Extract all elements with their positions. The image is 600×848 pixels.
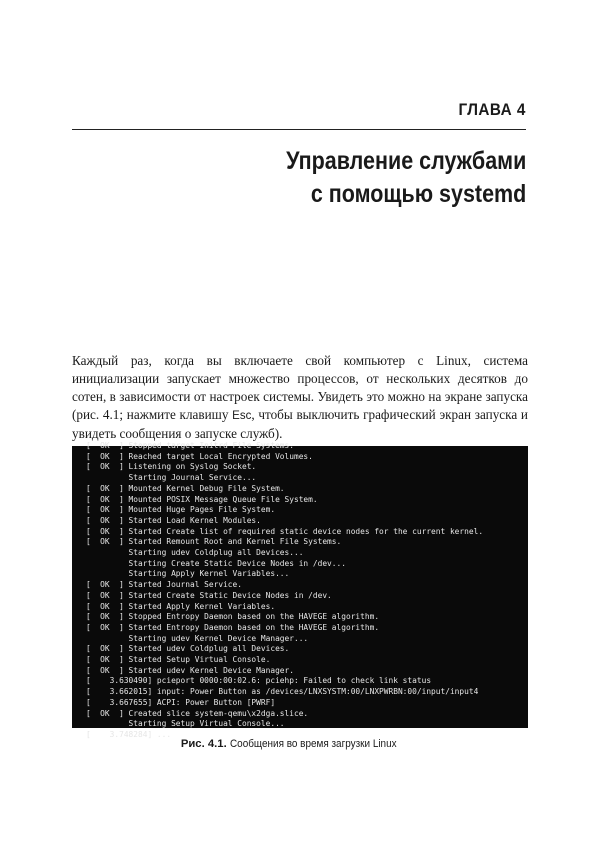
figure-caption [0,738,600,750]
chapter-label: ГЛАВА 4 [458,100,526,119]
terminal-line: [ OK ] Started udev Kernel Device Manager. [86,664,294,675]
terminal-line: [ OK ] Started Setup Virtual Console. [86,654,271,665]
caption-label: Рис. 4.1. [180,738,227,750]
terminal-line: Starting udev Coldplug all Devices... [86,547,304,558]
paragraph-text-1: Каждый раз, когда вы включаете свой компьютер с Linux, система инициализации запускает множество процессов, от нескольких десятков до сотен, в зависимости от настроек системы. Увидеть это можно на экране запуска (рис. 4.1; нажмите клавишу [72,353,528,423]
paragraph-text-2: , чтобы выключить графический экран запуска и увидеть сообщения о запуске служб). [72,407,528,442]
terminal-line: [ OK ] Stopped Entropy Daemon based on the HAVEGE algorithm. [86,611,380,622]
terminal-line: [ OK ] Listening on Syslog Socket. [86,461,257,472]
terminal-line: Starting Setup Virtual Console... [86,718,285,729]
terminal-line: Starting udev Kernel Device Manager... [86,632,309,643]
boot-screenshot [72,440,528,739]
caption-text: Сообщения во время загрузки Linux [229,738,397,750]
terminal-line: Starting Journal Service... [86,472,257,483]
terminal-line: [ OK ] Started Create Static Device Nodes in /dev. [86,589,332,600]
terminal-line: [ 3.630490] pcieport 0000:00:02.6: pciehp: Failed to check link status [86,675,432,686]
intro-paragraph [72,352,528,443]
terminal-line: [ 3.748284] ... [86,728,172,739]
terminal-line: Starting Create Static Device Nodes in /dev... [86,557,346,568]
terminal-line: [ OK ] Started Apply Kernel Variables. [86,600,276,611]
terminal-line: [ OK ] Mounted Huge Pages File System. [86,504,276,515]
terminal-line: [ 3.667655] ACPI: Power Button [PWRF] [86,696,276,707]
terminal-line: [ OK ] Started Remount Root and Kernel File Systems. [86,536,342,547]
chapter-rule [72,129,526,130]
terminal-line: Starting Apply Kernel Variables... [86,568,290,579]
terminal-line: [ OK ] Started Entropy Daemon based on the HAVEGE algorithm. [86,621,380,632]
terminal-line: [ 3.662015] input: Power Button as /devices/LNXSYSTM:00/LNXPWRBN:00/input/input4 [86,686,479,697]
terminal-line: [ OK ] Started Create list of required static device nodes for the current kernel. [86,525,484,536]
terminal-line: [ OK ] Created slice system-qemu\x2dga.slice. [86,707,309,718]
chapter-title [286,145,526,211]
terminal-line: [ OK ] Mounted POSIX Message Queue File System. [86,493,318,504]
key-name: Esc [232,410,252,423]
terminal-line: [ OK ] Started Load Kernel Modules. [86,514,261,525]
title-line-1: Управление службами [285,147,526,175]
terminal-line: [ OK ] Reached target Local Encrypted Volumes. [86,450,313,461]
terminal-line: [ OK ] Mounted Kernel Debug File System. [86,482,285,493]
terminal-line: [ OK ] Started udev Coldplug all Devices. [86,643,290,654]
terminal-line: [ OK ] Stopped target Initrd File Systems. [86,440,294,450]
terminal-line: [ OK ] Started Journal Service. [86,579,242,590]
title-line-2: с помощью systemd [310,180,526,208]
terminal-lines [86,440,524,740]
